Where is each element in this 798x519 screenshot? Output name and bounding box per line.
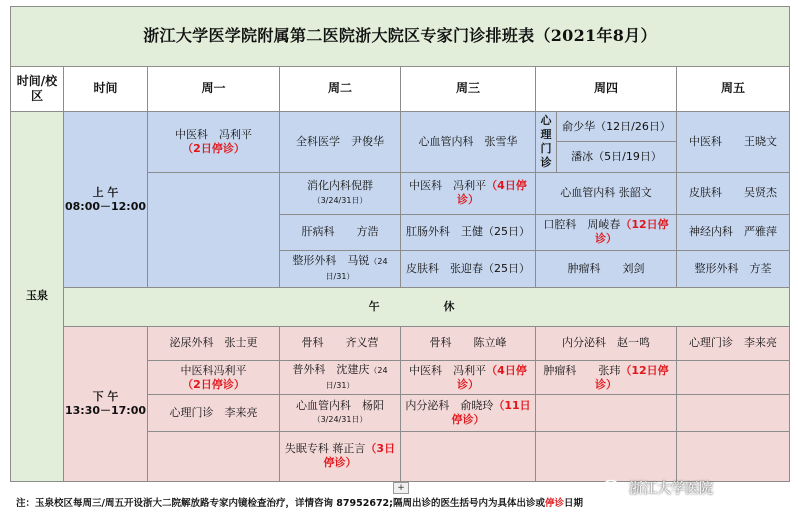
watermark-text: 浙江大学医院 (629, 481, 713, 497)
dates-note: （24日/31） (325, 365, 388, 390)
closure-note: （11日停诊） (451, 398, 531, 426)
footnote-text: 注：玉泉校区每周三/周五开设浙大二院解放路专家内镜检查治疗，详情咨询 87952672;隔周出诊的医生括号内为具体出诊或 (16, 498, 545, 509)
cell-am1-tue: 全科医学 尹俊华 (280, 111, 401, 172)
add-sheet-button[interactable]: + (393, 482, 409, 494)
cell-pm2-wed (401, 361, 536, 395)
cell-am3-fri: 神经内科 严雅萍 (677, 214, 790, 250)
cell-pm3-tue (280, 395, 401, 431)
cell-pm3-wed (401, 395, 536, 431)
cell-am4-fri: 整形外科 方荃 (677, 250, 790, 287)
cell-am2-fri: 皮肤科 吴贤杰 (677, 172, 790, 214)
doctor-text: 中医科冯利平 (180, 363, 247, 377)
cell-am2-tue (280, 172, 401, 214)
cell-pm2-thu (536, 361, 677, 395)
doctor-text: 中医科 冯利平 (175, 127, 252, 141)
closure-note: （12日停诊） (595, 363, 669, 391)
doctor-text: 失眠专科 蒋正言 (284, 442, 366, 456)
closure-note: （4日停诊） (457, 363, 527, 391)
watermark (603, 478, 713, 498)
cell-am-mon-empty (148, 172, 280, 288)
cell-am1-fri: 中医科 王晓文 (677, 111, 790, 172)
closure-note: （3日停诊） (323, 442, 396, 470)
campus-cell: 玉泉 (11, 111, 64, 481)
cell-am1-thu-tag: 心理门诊 (536, 111, 557, 172)
header-campus-time: 时间/校区 (11, 66, 64, 111)
header-day-fri: 周五 (677, 66, 790, 111)
footnote-suffix: 日期 (563, 498, 583, 509)
cell-am2-thu: 心血管内科 张韶文 (536, 172, 677, 214)
cell-am4-thu: 肿瘤科 刘剑 (536, 250, 677, 287)
page-title: 浙江大学医学院附属第二医院浙大院区专家门诊排班表（2021年8月） (11, 7, 790, 67)
header-day-wed: 周三 (401, 66, 536, 111)
cell-pm4-tue (280, 431, 401, 481)
closure-note: （2日停诊） (182, 141, 245, 155)
doctor-text: 肿瘤科 张玮 (543, 363, 621, 377)
closure-note: （12日停诊） (595, 218, 669, 246)
doctor-text: 整形外科 马锐 (292, 254, 370, 268)
cell-am3-thu (536, 214, 677, 250)
afternoon-slot (64, 326, 148, 481)
cell-am3-wed: 肛肠外科 王健（25日） (401, 214, 536, 250)
cell-pm3-mon: 心理门诊 李来亮 (148, 395, 280, 431)
doctor-text: 内分泌科 俞晓玲 (405, 398, 494, 412)
dates-note: （3/24/31日） (312, 414, 368, 424)
dates-note: （24日/31） (325, 257, 388, 282)
afternoon-label: 下 午 (92, 389, 119, 403)
cell-pm3-fri-empty (677, 395, 790, 431)
schedule-table (10, 6, 790, 482)
wechat-icon (603, 479, 625, 497)
cell-pm4-thu-empty (536, 431, 677, 481)
doctor-text: 中医科 冯利平 (409, 363, 487, 377)
cell-am2-wed (401, 172, 536, 214)
dates-note: （3/24/31日） (312, 195, 368, 205)
doctor-text: 口腔科 周崚春 (543, 218, 621, 232)
morning-label: 上 午 (92, 185, 119, 199)
cell-am1-wed: 心血管内科 张雪华 (401, 111, 536, 172)
closure-note: （2日停诊） (182, 377, 245, 391)
cell-pm1-fri: 心理门诊 李来亮 (677, 326, 790, 360)
afternoon-hours: 13:30－17:00 (64, 403, 147, 417)
cell-pm1-thu: 内分泌科 赵一鸣 (536, 326, 677, 360)
header-day-thu: 周四 (536, 66, 677, 111)
cell-am1-thu-a: 俞少华（12日/26日） (557, 111, 677, 141)
header-day-tue: 周二 (280, 66, 401, 111)
cell-pm2-mon (148, 361, 280, 395)
noon-break: 午 休 (64, 288, 790, 327)
morning-hours: 08:00－12:00 (64, 199, 147, 213)
closure-note: （4日停诊） (457, 179, 527, 207)
cell-am1-mon (148, 111, 280, 172)
header-time: 时间 (64, 66, 148, 111)
morning-slot (64, 111, 148, 287)
cell-pm1-wed: 骨科 陈立峰 (401, 326, 536, 360)
footnote-emphasis: 停诊 (544, 498, 564, 509)
cell-pm4-mon-empty (148, 431, 280, 481)
footnote (16, 495, 583, 509)
cell-pm4-fri-empty (677, 431, 790, 481)
cell-am1-thu-b: 潘冰（5日/19日） (557, 142, 677, 172)
header-day-mon: 周一 (148, 66, 280, 111)
cell-am4-wed: 皮肤科 张迎春（25日） (401, 250, 536, 287)
doctor-text: 心血管内科 杨阳 (296, 398, 384, 412)
doctor-text: 中医科 冯利平 (409, 179, 487, 193)
doctor-text: 消化内科倪群 (307, 178, 373, 192)
cell-pm1-tue: 骨科 齐义营 (280, 326, 401, 360)
cell-pm2-fri-empty (677, 361, 790, 395)
cell-am3-tue: 肝病科 方浩 (280, 214, 401, 250)
cell-pm1-mon: 泌尿外科 张士更 (148, 326, 280, 360)
doctor-text: 普外科 沈建庆 (292, 362, 370, 376)
cell-am4-tue (280, 250, 401, 287)
cell-pm4-wed-empty (401, 431, 536, 481)
cell-pm3-thu-empty (536, 395, 677, 431)
cell-pm2-tue (280, 361, 401, 395)
